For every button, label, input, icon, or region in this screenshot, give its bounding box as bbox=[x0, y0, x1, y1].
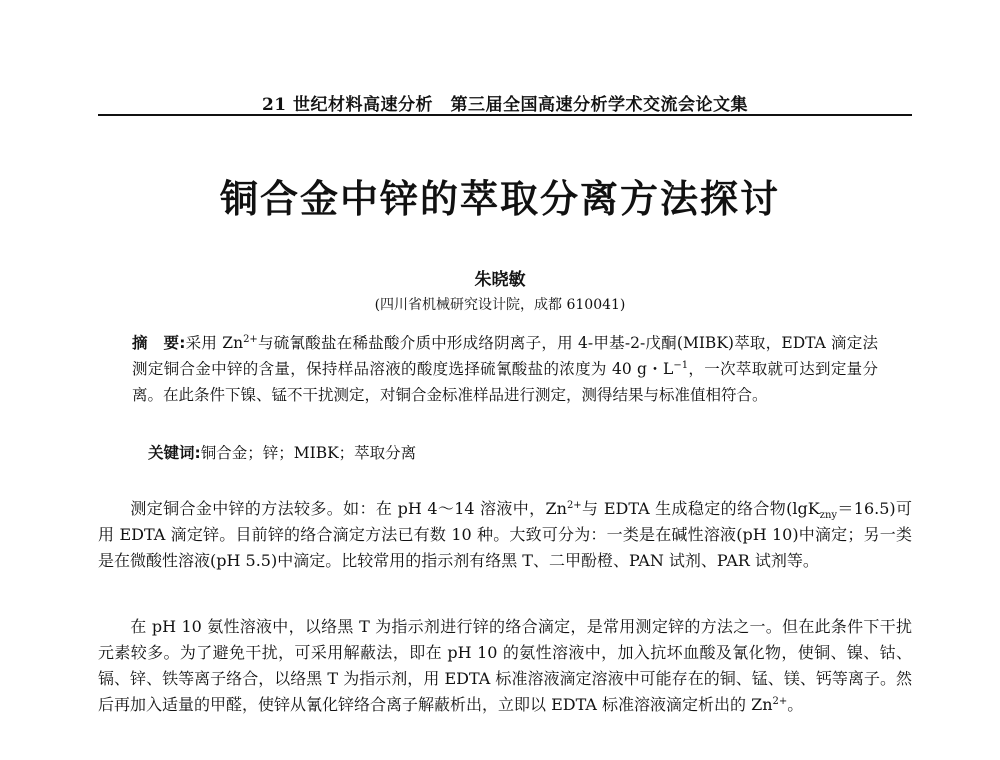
p1-text-a: 测定铜合金中锌的方法较多。如：在 pH 4～14 溶液中，Zn bbox=[130, 499, 567, 518]
article-title: 铜合金中锌的萃取分离方法探讨 bbox=[219, 177, 780, 221]
p1-text-c: ＝16.5)可用 EDTA 滴定锌。目前锌的络合滴定方法已有数 10 种。大致可分为：一类是在碱性溶液(pH 10)中滴定；另一类是在微酸性溶液(pH 5.5)中滴定。比较常用的指示剂有络黑 T、二甲酚橙、PAN 试剂、PAR 试剂等。 bbox=[98, 499, 912, 570]
p1-subscript: zny bbox=[819, 510, 838, 522]
abstract-superscript-1: 2+ bbox=[243, 334, 258, 345]
p1-text-b: 与 EDTA 生成稳定的络合物(lgK bbox=[581, 499, 820, 518]
abstract-superscript-2: −1 bbox=[673, 360, 689, 371]
keywords-label: 关键词: bbox=[148, 444, 201, 462]
header-rule bbox=[98, 114, 912, 116]
body-paragraph-1 bbox=[98, 496, 912, 574]
keywords bbox=[132, 440, 878, 466]
running-header: 21 世纪材料高速分析 第三届全国高速分析学术交流会论文集 bbox=[261, 95, 749, 115]
abstract-text-3: ，一次萃取就可达到定量分离。在此条件下镍、锰不干扰测定，对铜合金标准样品进行测定，测得结果与标准值相符合。 bbox=[132, 360, 878, 404]
abstract bbox=[132, 330, 878, 408]
author-affiliation: (四川省机械研究设计院，成都 610041) bbox=[374, 297, 626, 313]
p2-text-a: 在 pH 10 氨性溶液中，以络黑 T 为指示剂进行锌的络合滴定，是常用测定锌的方法之一。但在此条件下干扰元素较多。为了避免干扰，可采用解蔽法，即在 pH 10 的氨性溶液中，加入抗坏血酸及氰化物，使铜、镍、钴、镉、锌、铁等离子络合，以络黑 T 为指示剂，用 EDTA 标准溶液滴定溶液中可能存在的铜、锰、镁、钙等离子。然后再加入适量的甲醛，使锌从氰化锌络合离子解蔽析出，立即以 EDTA 标准溶液滴定析出的 Zn bbox=[98, 617, 912, 714]
body-paragraph-2 bbox=[98, 614, 912, 718]
abstract-text-1: 采用 Zn bbox=[185, 334, 244, 352]
p2-text-b: 。 bbox=[787, 695, 804, 714]
abstract-label: 摘 要: bbox=[132, 334, 186, 352]
author-name: 朱晓敏 bbox=[474, 270, 526, 290]
p2-superscript: 2+ bbox=[772, 696, 788, 707]
p1-superscript: 2+ bbox=[566, 500, 582, 511]
abstract-text-2: 与硫氰酸盐在稀盐酸介质中形成络阴离子，用 4-甲基-2-戊酮(MIBK)萃取，EDTA 滴定法测定铜合金中锌的含量，保持样品溶液的酸度选择硫氰酸盐的浓度为 40 g・L bbox=[132, 334, 878, 378]
keywords-text: 铜合金；锌；MIBK；萃取分离 bbox=[200, 444, 417, 462]
